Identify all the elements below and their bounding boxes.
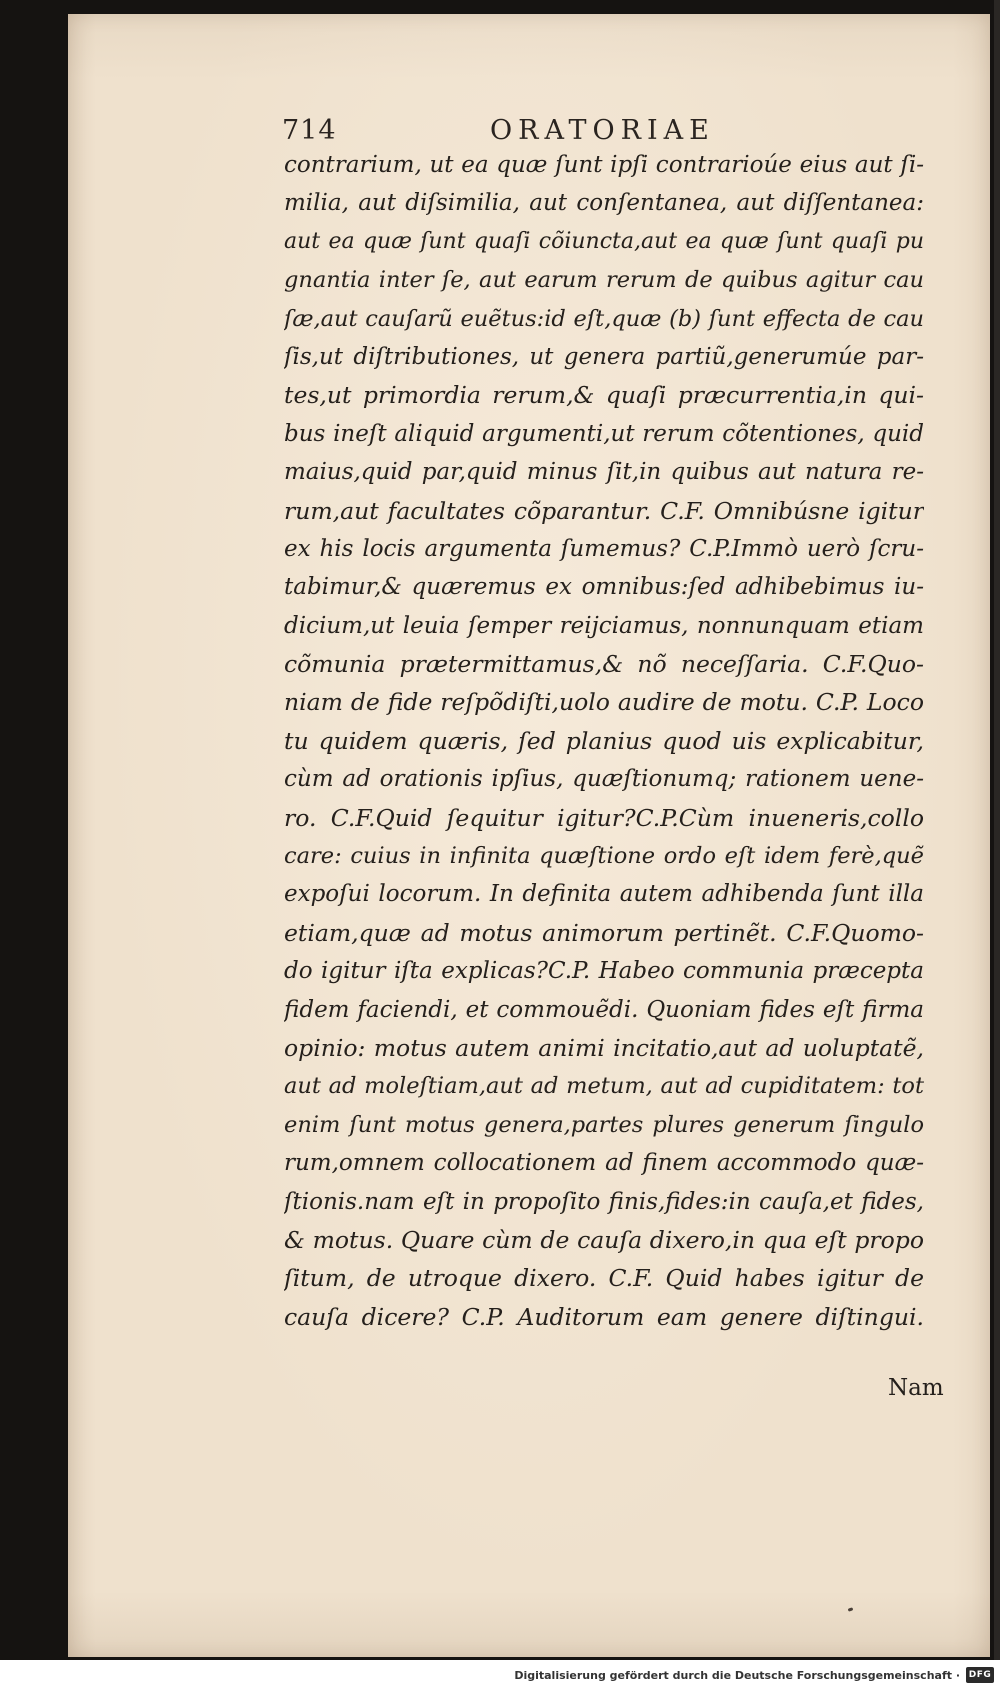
running-head-title: ORATORIAE (490, 114, 715, 146)
text-line: rum,omnem collocationem ad finem accommodo quæ- (284, 1150, 924, 1177)
text-line: dicium,ut leuia ſemper reijciamus, nonnunquam etiam (284, 612, 924, 639)
text-line: cõmunia prætermittamus,& nõ neceſſaria. C.F.Quo- (284, 650, 924, 679)
text-line: & motus. Quare cùm de cauſa dixero,in qua eſt propo (284, 1225, 924, 1254)
text-line: care: cuius in infinita quæſtione ordo eſt idem ferè,quẽ (284, 843, 924, 870)
text-line: ſitum, de utroque dixero. C.F. Quid habes igitur de (284, 1264, 924, 1293)
text-line: tu quidem quæris, ſed planius quod uis explicabitur, (284, 726, 924, 755)
text-line: ſæ,aut cauſarũ euẽtus:id eſt,quæ (b) ſunt effecta de cau (284, 305, 924, 332)
text-line: bus ineſt aliquid argumenti,ut rerum cõtentiones, quid (284, 420, 924, 447)
text-line: expoſui locorum. In definita autem adhibenda ſunt illa (284, 881, 924, 908)
text-line: ſtionis.nam eſt in propoſito finis,fides:in cauſa,et fides, (284, 1188, 924, 1215)
text-line: contrarium, ut ea quæ ſunt ipſi contrarioúe eius aut ſi- (284, 152, 924, 178)
text-line: maius,quid par,quid minus ſit,in quibus aut natura re- (284, 459, 924, 486)
text-line: enim ſunt motus genera,partes plures generum ſingulo (284, 1111, 924, 1138)
text-line: rum,aut facultates cõparantur. C.F. Omnibúsne igitur (284, 496, 924, 525)
catchword: Nam (888, 1375, 944, 1401)
dfg-logo-icon (966, 1667, 994, 1683)
running-head (282, 110, 922, 150)
footer-bar (0, 1660, 1000, 1693)
text-line: milia, aut diſsimilia, aut conſentanea, aut diſſentanea: (284, 190, 924, 217)
text-line: gnantia inter ſe, aut earum rerum de quibus agitur cau (284, 267, 924, 294)
text-line: niam de fide reſpõdiſti,uolo audire de motu. C.P. Loco (284, 688, 924, 717)
page-number: 714 (282, 114, 337, 146)
text-line: opinio: motus autem animi incitatio,aut ad uoluptatẽ, (284, 1033, 924, 1062)
text-line: tes,ut primordia rerum,& quaſi præcurrentia,in qui- (284, 381, 924, 410)
body-text (284, 146, 924, 1336)
text-line: tabimur,& quæremus ex omnibus:ſed adhibebimus iu- (284, 574, 924, 601)
digitization-credit: Digitalisierung gefördert durch die Deutsche Forschungsgemeinschaft · (514, 1669, 960, 1682)
text-line: fidem faciendi, et commouẽdi. Quoniam fides eſt firma (284, 996, 924, 1023)
text-line: ex his locis argumenta ſumemus? C.P.Immò uerò ſcru- (284, 535, 924, 562)
text-line: cùm ad orationis ipſius, quæſtionumq; rationem uene- (284, 766, 924, 793)
dfg-logo-text: DFG (968, 1670, 992, 1680)
text-line: aut ad moleſtiam,aut ad metum, aut ad cupiditatem: tot (284, 1073, 924, 1100)
text-line: do igitur iſta explicas?C.P. Habeo communia præcepta (284, 958, 924, 985)
text-line: etiam,quæ ad motus animorum pertinẽt. C.F.Quomo- (284, 918, 924, 947)
scan-edge (994, 0, 1000, 1660)
text-line: ſis,ut diſtributiones, ut genera partiũ,generumúe par- (284, 343, 924, 370)
text-line: ro. C.F.Quid ſequitur igitur?C.P.Cùm inueneris,collo (284, 803, 924, 832)
text-line: aut ea quæ ſunt quaſi cõiuncta,aut ea quæ ſunt quaſi pu (284, 228, 924, 254)
text-line: cauſa dicere? C.P. Auditorum eam genere diſtingui. (284, 1302, 924, 1331)
